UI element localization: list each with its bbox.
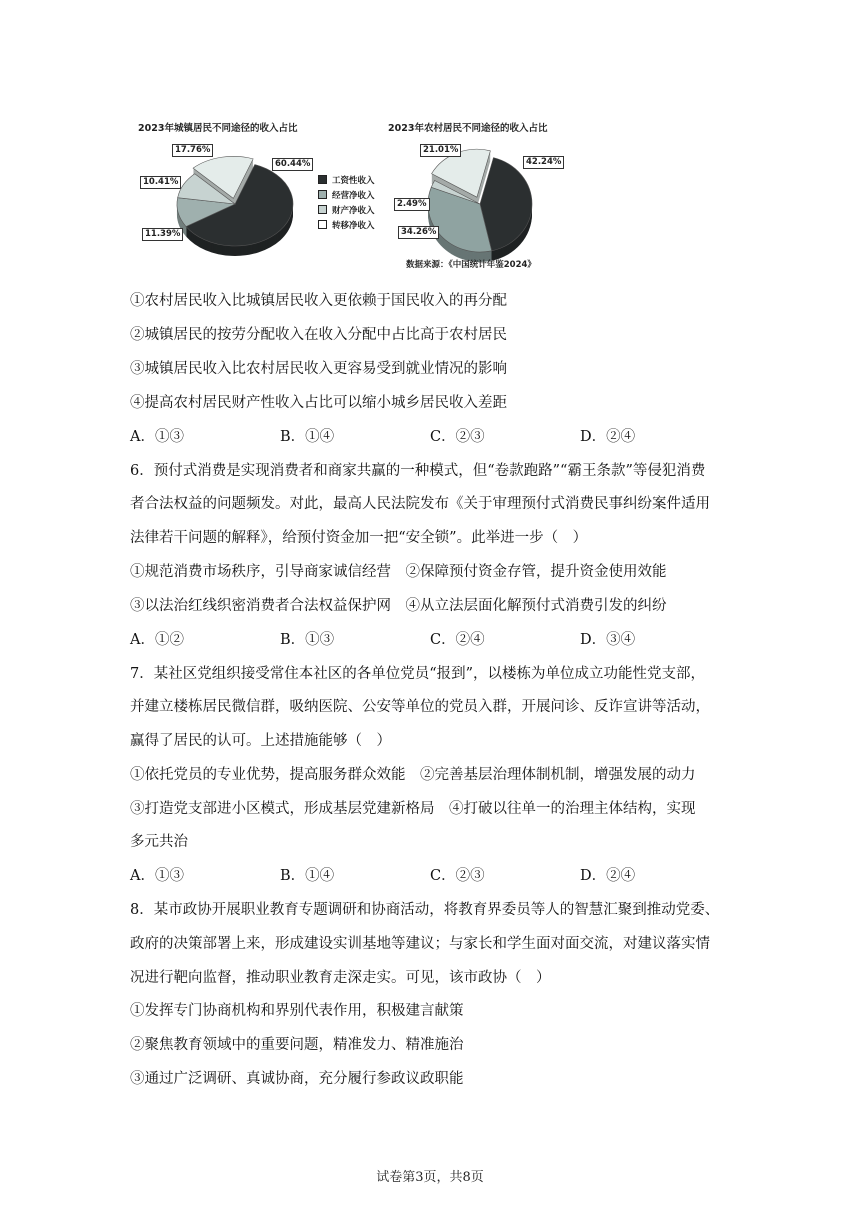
q5-statement-2: ②城镇居民的按劳分配收入在收入分配中占比高于农村居民: [130, 327, 507, 343]
chart-legend: [318, 172, 375, 232]
q6-option-c[interactable]: C．②④: [430, 632, 485, 648]
q7-stem-line-2: 并建立楼栋居民微信群，吸纳医院、公安等单位的党员入群，开展问诊、反诈宣讲等活动，: [130, 699, 710, 715]
q7-stem-line-3: 赢得了居民的认可。上述措施能够（ ）: [130, 733, 391, 749]
q7-statements-3: 多元共治: [130, 834, 188, 850]
urban-label-wage: 60.44%: [272, 158, 313, 171]
q8-stem-line-2: 政府的决策部署上来，形成建设实训基地等建议；与家长和学生面对面交流，对建议落实情: [130, 936, 710, 952]
q8-stem-line-1: 8．某市政协开展职业教育专题调研和协商活动，将教育界委员等人的智慧汇聚到推动党委、: [130, 902, 720, 918]
rural-pie-chart: [130, 108, 131, 109]
q6-stem-line-1: 6．预付式消费是实现消费者和商家共赢的一种模式，但“卷款跑路”“霸王条款”等侵犯消费: [130, 463, 706, 479]
legend-swatch: [318, 190, 327, 199]
q8-statement-2: ②聚焦教育领域中的重要问题，精准发力、精准施治: [130, 1037, 464, 1053]
q8-stem-line-3: 况进行靶向监督，推动职业教育走深走实。可见，该市政协（ ）: [130, 970, 551, 986]
q5-statement-3: ③城镇居民收入比农村居民收入更容易受到就业情况的影响: [130, 361, 507, 377]
q7-option-c[interactable]: C．②③: [430, 868, 485, 884]
rural-label-wage: 42.24%: [523, 156, 564, 169]
legend-item-transfer: 转移净收入: [318, 217, 375, 232]
q6-option-a[interactable]: A．①②: [130, 632, 184, 648]
q8-statement-1: ①发挥专门协商机构和界别代表作用，积极建言献策: [130, 1003, 464, 1019]
urban-label-property: 10.41%: [140, 176, 181, 189]
page-footer: 试卷第3页，共8页: [376, 1170, 484, 1185]
q6-option-d[interactable]: D．③④: [580, 632, 636, 648]
legend-item-business: 经营净收入: [318, 187, 375, 202]
urban-label-transfer: 17.76%: [172, 144, 213, 157]
legend-item-property: 财产净收入: [318, 202, 375, 217]
q5-statement-4: ④提高农村居民财产性收入占比可以缩小城乡居民收入差距: [130, 395, 507, 411]
legend-swatch: [318, 175, 327, 184]
q8-statement-3: ③通过广泛调研、真诚协商，充分履行参政议政职能: [130, 1071, 464, 1087]
legend-item-wage: 工资性收入: [318, 172, 375, 187]
q7-statements-1: ①依托党员的专业优势，提高服务群众效能 ②完善基层治理体制机制，增强发展的动力: [130, 767, 696, 783]
q5-option-d[interactable]: D．②④: [580, 429, 636, 445]
rural-chart-title: 2023年农村居民不同途径的收入占比: [388, 123, 548, 134]
q7-option-b[interactable]: B．①④: [280, 868, 335, 884]
rural-label-business: 34.26%: [398, 226, 439, 239]
income-figure: [130, 108, 580, 276]
q5-option-b[interactable]: B．①④: [280, 429, 335, 445]
q6-statements-1: ①规范消费市场秩序，引导商家诚信经营 ②保障预付资金存管，提升资金使用效能: [130, 564, 667, 580]
q7-option-a[interactable]: A．①③: [130, 868, 184, 884]
urban-label-business: 11.39%: [142, 228, 183, 241]
data-source: 数据来源：《中国统计年鉴2024》: [406, 260, 536, 270]
q7-statements-2: ③打造党支部进小区模式，形成基层党建新格局 ④打破以往单一的治理主体结构，实现: [130, 801, 696, 817]
legend-swatch: [318, 205, 327, 214]
q6-stem-line-3: 法律若干问题的解释》，给预付资金加一把“安全锁”。此举进一步（ ）: [130, 530, 588, 546]
q6-statements-2: ③以法治红线织密消费者合法权益保护网 ④从立法层面化解预付式消费引发的纠纷: [130, 598, 667, 614]
q7-stem-line-1: 7．某社区党组织接受常住本社区的各单位党员“报到”，以楼栋为单位成立功能性党支部，: [130, 666, 706, 682]
q5-option-c[interactable]: C．②③: [430, 429, 485, 445]
legend-swatch: [318, 220, 327, 229]
urban-chart-title: 2023年城镇居民不同途径的收入占比: [138, 123, 298, 134]
q7-option-d[interactable]: D．②④: [580, 868, 636, 884]
q5-option-a[interactable]: A．①③: [130, 429, 184, 445]
q5-statement-1: ①农村居民收入比城镇居民收入更依赖于国民收入的再分配: [130, 293, 507, 309]
q6-option-b[interactable]: B．①③: [280, 632, 335, 648]
rural-label-property: 2.49%: [394, 198, 430, 211]
rural-label-transfer: 21.01%: [420, 144, 461, 157]
q6-stem-line-2: 者合法权益的问题频发。对此，最高人民法院发布《关于审理预付式消费民事纠纷案件适用: [130, 496, 710, 512]
